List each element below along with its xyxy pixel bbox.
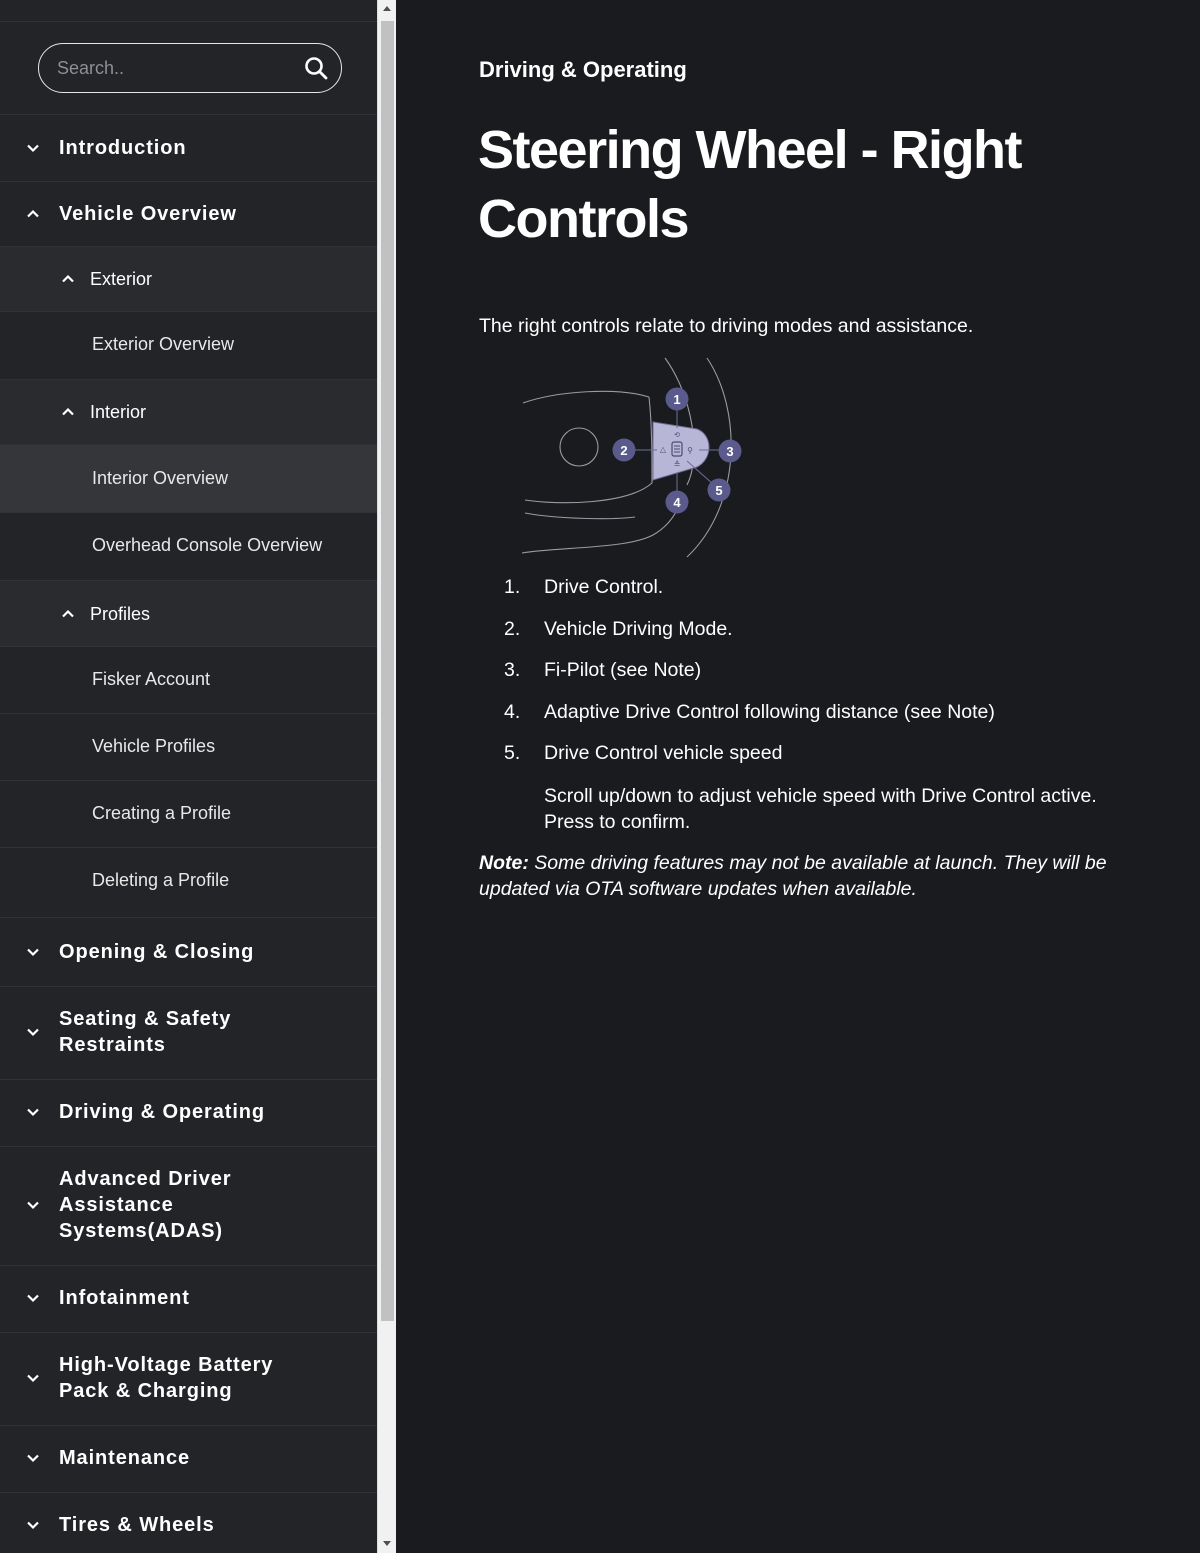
- sidebar-item-label: Driving & Operating: [59, 1101, 266, 1123]
- chevron-up-icon: [60, 404, 76, 420]
- chevron-down-icon: [25, 1450, 41, 1466]
- sidebar-item-adas[interactable]: [0, 1147, 377, 1266]
- sidebar-item-vehicle-overview[interactable]: [0, 182, 377, 247]
- main-content: [396, 0, 1200, 1553]
- list-text: Drive Control vehicle speed: [544, 742, 783, 764]
- sidebar-item-label: Exterior: [90, 269, 153, 289]
- sidebar-item-exterior[interactable]: [0, 247, 377, 312]
- svg-text:4: 4: [673, 495, 681, 510]
- chevron-down-icon: [25, 1104, 41, 1120]
- chevron-down-icon: [25, 1370, 41, 1386]
- sidebar-item-infotainment[interactable]: [0, 1266, 377, 1333]
- diagram-marker: [613, 439, 636, 462]
- diagram-marker: [719, 440, 742, 463]
- svg-text:5: 5: [715, 483, 723, 498]
- note-text: Some driving features may not be available at launch. They will be updated via OTA software updates when available.: [479, 852, 1107, 900]
- chevron-up-icon: [60, 271, 76, 287]
- chevron-up-icon: [60, 606, 76, 622]
- sidebar-item-interior-overview[interactable]: [0, 445, 377, 513]
- sidebar-item-label: Creating a Profile: [92, 803, 232, 823]
- sidebar-top-strip: [0, 0, 377, 22]
- list-text: Adaptive Drive Control following distance (see Note): [544, 701, 995, 723]
- sidebar-item-label: Interior: [90, 402, 147, 422]
- svg-text:≙: ≙: [673, 460, 681, 469]
- sidebar-item-battery-charging[interactable]: [0, 1333, 377, 1426]
- svg-text:⟲: ⟲: [674, 431, 680, 439]
- sidebar-item-profiles[interactable]: [0, 581, 377, 647]
- page-title: Steering Wheel - Right Controls: [478, 120, 1022, 249]
- chevron-up-icon: [25, 206, 41, 222]
- diagram-marker: [666, 388, 689, 411]
- scroll-up-arrow-icon[interactable]: [383, 6, 391, 11]
- sidebar-item-label: Opening & Closing: [59, 941, 255, 963]
- scrollbar-thumb[interactable]: [381, 21, 394, 1321]
- sidebar: [0, 0, 377, 1553]
- sidebar-item-label: Maintenance: [59, 1447, 191, 1469]
- section-label: Driving & Operating: [479, 57, 687, 82]
- sidebar-item-label: Profiles: [90, 604, 151, 624]
- search-box[interactable]: [38, 43, 342, 93]
- sidebar-item-interior[interactable]: [0, 380, 377, 445]
- sidebar-item-tires-wheels[interactable]: [0, 1493, 377, 1553]
- chevron-down-icon: [25, 944, 41, 960]
- diagram-marker: [708, 479, 731, 502]
- left-control-circle: [560, 428, 598, 466]
- sidebar-item-label: Exterior Overview: [92, 334, 235, 354]
- sidebar-item-label: Advanced Driver Assistance Systems(ADAS): [59, 1168, 232, 1242]
- sidebar-item-overhead-console-overview[interactable]: [0, 513, 377, 581]
- intro-text: The right controls relate to driving modes and assistance.: [479, 315, 974, 337]
- sidebar-item-label: Vehicle Overview: [59, 203, 237, 225]
- sidebar-item-label: Overhead Console Overview: [92, 535, 323, 555]
- sidebar-item-label: Seating & Safety Restraints: [59, 1008, 232, 1056]
- sidebar-item-driving-operating[interactable]: [0, 1080, 377, 1147]
- search-input[interactable]: [57, 56, 297, 80]
- chevron-down-icon: [25, 1197, 41, 1213]
- chevron-down-icon: [25, 1024, 41, 1040]
- sidebar-item-label: Introduction: [59, 137, 187, 159]
- svg-text:3: 3: [726, 444, 734, 459]
- list-number: 2.: [504, 618, 521, 640]
- chevron-down-icon: [25, 140, 41, 156]
- sidebar-item-deleting-a-profile[interactable]: [0, 848, 377, 918]
- sidebar-item-label: Deleting a Profile: [92, 870, 230, 890]
- note-label: Note:: [479, 852, 529, 874]
- sidebar-item-maintenance[interactable]: [0, 1426, 377, 1493]
- svg-text:△: △: [659, 445, 667, 454]
- search-area: [0, 22, 377, 115]
- chevron-down-icon: [25, 1290, 41, 1306]
- list-number: 1.: [504, 576, 521, 598]
- sidebar-item-seating-safety-restraints[interactable]: [0, 987, 377, 1080]
- sidebar-item-label: Vehicle Profiles: [92, 736, 216, 756]
- list-number: 5.: [504, 742, 521, 764]
- sidebar-item-label: High-Voltage Battery Pack & Charging: [59, 1354, 274, 1402]
- sidebar-item-fisker-account[interactable]: [0, 647, 377, 714]
- svg-text:1: 1: [673, 392, 681, 407]
- sidebar-item-label: Infotainment: [59, 1287, 190, 1309]
- list-text: Vehicle Driving Mode.: [544, 618, 733, 640]
- svg-text:⚲: ⚲: [687, 446, 693, 455]
- list-text: Fi-Pilot (see Note): [544, 659, 702, 681]
- sidebar-item-opening-closing[interactable]: [0, 918, 377, 987]
- sidebar-scrollbar[interactable]: [377, 0, 396, 1553]
- svg-text:2: 2: [620, 443, 628, 458]
- sidebar-item-introduction[interactable]: [0, 115, 377, 182]
- sidebar-item-label: Tires & Wheels: [59, 1514, 215, 1536]
- list-sub-text: Scroll up/down to adjust vehicle speed with Drive Control active. Press to confirm.: [544, 785, 1097, 833]
- steering-wheel-diagram: [517, 355, 757, 560]
- list-number: 3.: [504, 659, 521, 681]
- chevron-down-icon: [25, 1517, 41, 1533]
- sidebar-item-creating-a-profile[interactable]: [0, 781, 377, 848]
- sidebar-item-exterior-overview[interactable]: [0, 312, 377, 380]
- diagram-marker: [666, 491, 689, 514]
- note: [479, 850, 1139, 902]
- sidebar-item-label: Fisker Account: [92, 669, 211, 689]
- sidebar-item-vehicle-profiles[interactable]: [0, 714, 377, 781]
- list-text: Drive Control.: [544, 576, 664, 598]
- list-number: 4.: [504, 701, 521, 723]
- sidebar-item-label: Interior Overview: [92, 468, 229, 488]
- search-icon[interactable]: [304, 56, 328, 80]
- scroll-down-arrow-icon[interactable]: [383, 1541, 391, 1546]
